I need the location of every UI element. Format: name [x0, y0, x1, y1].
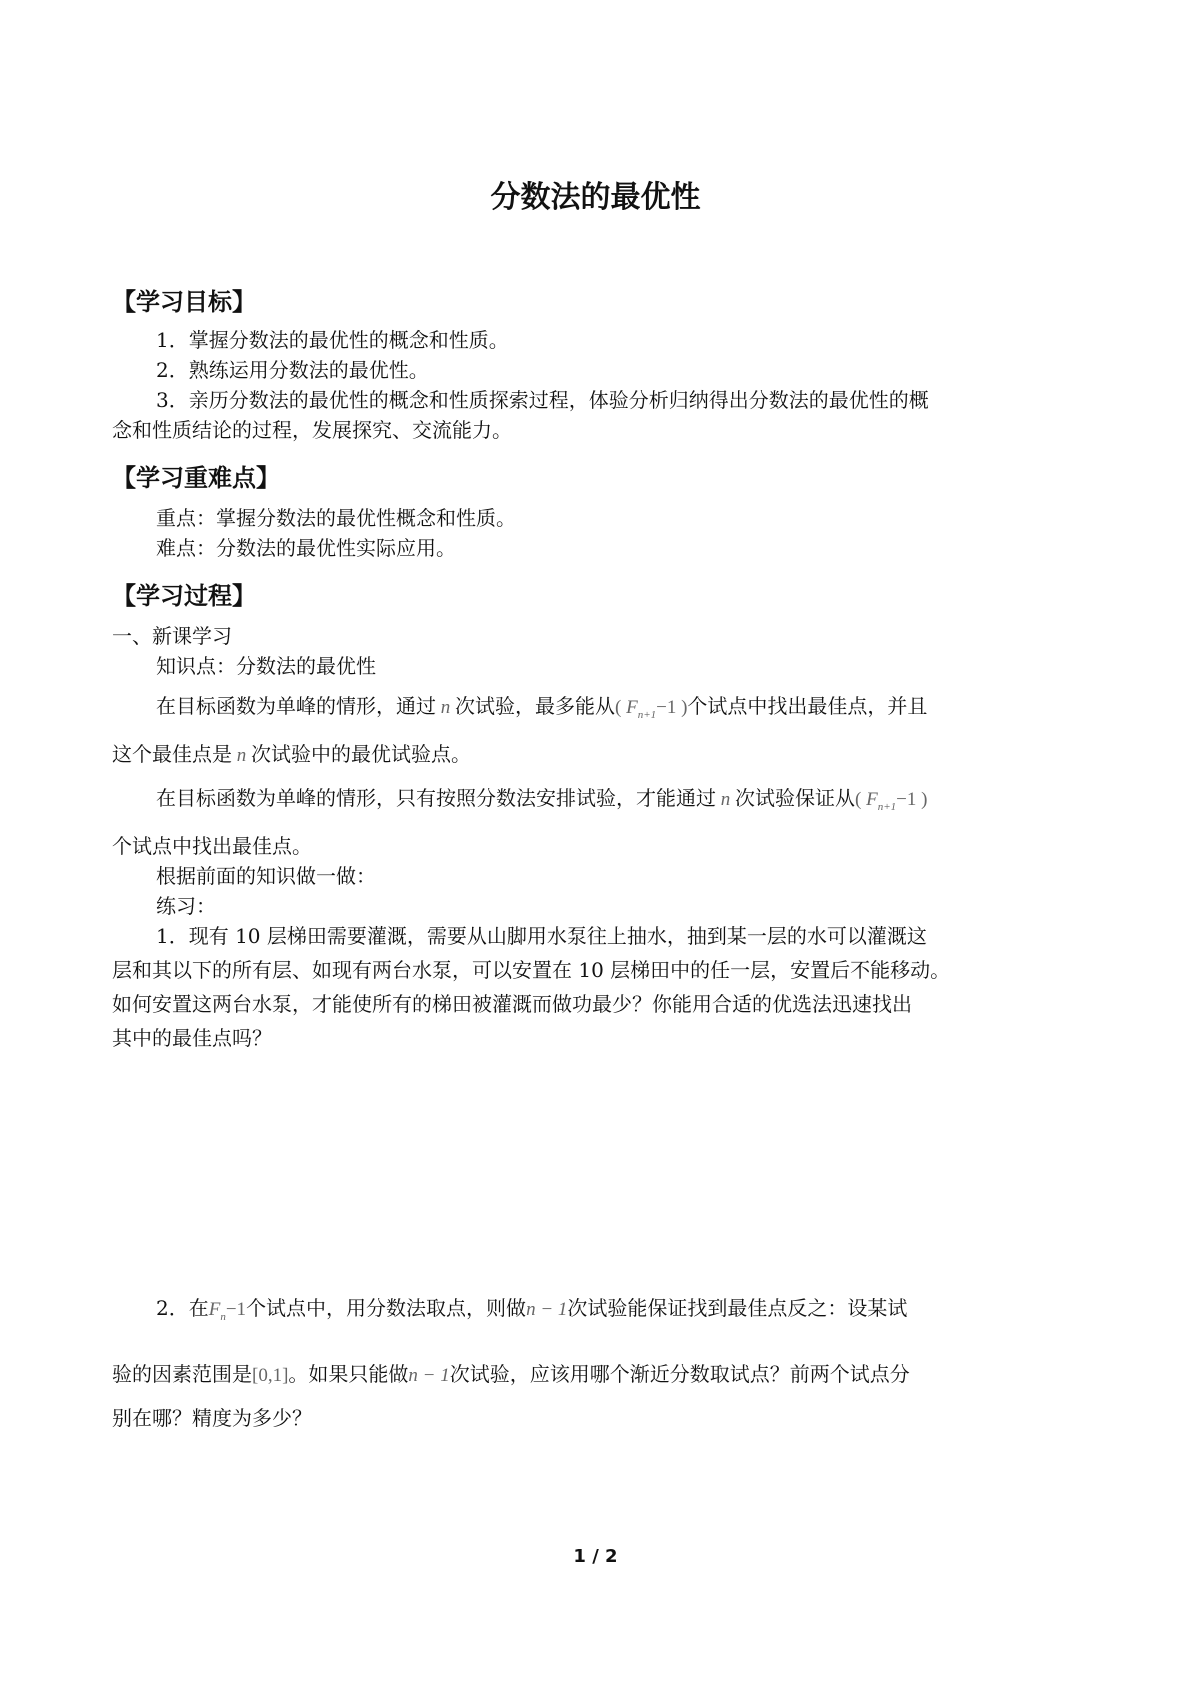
math-f-n-plus-1-minus-1: ( $F_{n+1}-1$ ) — [615, 697, 688, 721]
text-span: 在目标函数为单峰的情形，只有按照分数法安排试验，才能通过 — [156, 786, 716, 810]
exercise-1-line-4: 其中的最佳点吗？ — [112, 1026, 272, 1050]
text-span: 次试验保证从 — [735, 786, 855, 810]
exercise-2-line-3: 别在哪？精度为多少？ — [112, 1406, 312, 1430]
exercise-1-line-3: 如何安置这两台水泵，才能使所有的梯田被灌溉而做功最少？你能用合适的优选法迅速找出 — [112, 992, 912, 1016]
math-n: n — [440, 697, 451, 718]
paragraph-2-line-2: 个试点中找出最佳点。 — [112, 834, 312, 858]
goal-item-3-cont: 念和性质结论的过程，发展探究、交流能力。 — [112, 418, 512, 442]
text-span: 次试验，最多能从 — [455, 694, 615, 718]
goal-item-2: 2．熟练运用分数法的最优性。 — [156, 358, 429, 382]
text-span: 次试验中的最优试验点。 — [251, 742, 471, 766]
do-it-prompt: 根据前面的知识做一做： — [156, 864, 376, 888]
page-title: 分数法的最优性 — [490, 180, 701, 215]
math-f-n-minus-1: $F_n-1$ — [208, 1299, 247, 1323]
page-number: 1 / 2 — [573, 1546, 618, 1567]
exercise-2-line-1 — [156, 1294, 907, 1331]
math-n-minus-1: n − 1 — [526, 1299, 568, 1320]
text-span: 这个最佳点是 — [112, 742, 232, 766]
knowledge-point: 知识点：分数法的最优性 — [156, 654, 376, 678]
math-n: n — [236, 745, 247, 766]
text-span: 2．在 — [156, 1296, 209, 1320]
text-span: 次试验能保证找到最佳点反之：设某试 — [567, 1296, 908, 1320]
text-span: 验的因素范围是 — [112, 1362, 252, 1386]
section-heading-process: 【学习过程】 — [112, 582, 256, 610]
text-span: 。如果只能做 — [288, 1362, 409, 1386]
hard-point: 难点：分数法的最优性实际应用。 — [156, 536, 456, 560]
goal-item-1: 1．掌握分数法的最优性的概念和性质。 — [156, 328, 509, 352]
section-heading-goals: 【学习目标】 — [112, 288, 256, 316]
text-span: 个试点中，用分数法取点，则做 — [246, 1296, 527, 1320]
math-interval: [0,1] — [252, 1365, 289, 1386]
math-n: n — [720, 789, 731, 810]
key-point: 重点：掌握分数法的最优性概念和性质。 — [156, 506, 516, 530]
text-span: 个试点中找出最佳点，并且 — [687, 694, 928, 718]
goal-item-3: 3．亲历分数法的最优性的概念和性质探索过程，体验分析归纳得出分数法的最优性的概 — [156, 388, 929, 412]
exercise-2-line-2 — [112, 1360, 910, 1390]
paragraph-1-line-2 — [112, 740, 471, 770]
paragraph-1-line-1 — [156, 692, 927, 729]
part-heading-new-lesson: 一、新课学习 — [112, 624, 232, 648]
paragraph-2-line-1 — [156, 784, 927, 821]
exercise-1-line-2: 层和其以下的所有层、如现有两台水泵，可以安置在 10 层梯田中的任一层，安置后不能移动。 — [112, 958, 951, 982]
exercise-1-line-1: 1．现有 10 层梯田需要灌溉，需要从山脚用水泵往上抽水，抽到某一层的水可以灌溉这 — [156, 924, 927, 948]
math-f-n-plus-1-minus-1: ( $F_{n+1}-1$ ) — [855, 789, 928, 813]
text-span: 在目标函数为单峰的情形，通过 — [156, 694, 436, 718]
practice-label: 练习： — [156, 894, 216, 918]
math-n-minus-1: n − 1 — [408, 1365, 450, 1386]
section-heading-difficulty: 【学习重难点】 — [112, 464, 280, 492]
text-span: 次试验，应该用哪个渐近分数取试点？前两个试点分 — [449, 1362, 910, 1386]
